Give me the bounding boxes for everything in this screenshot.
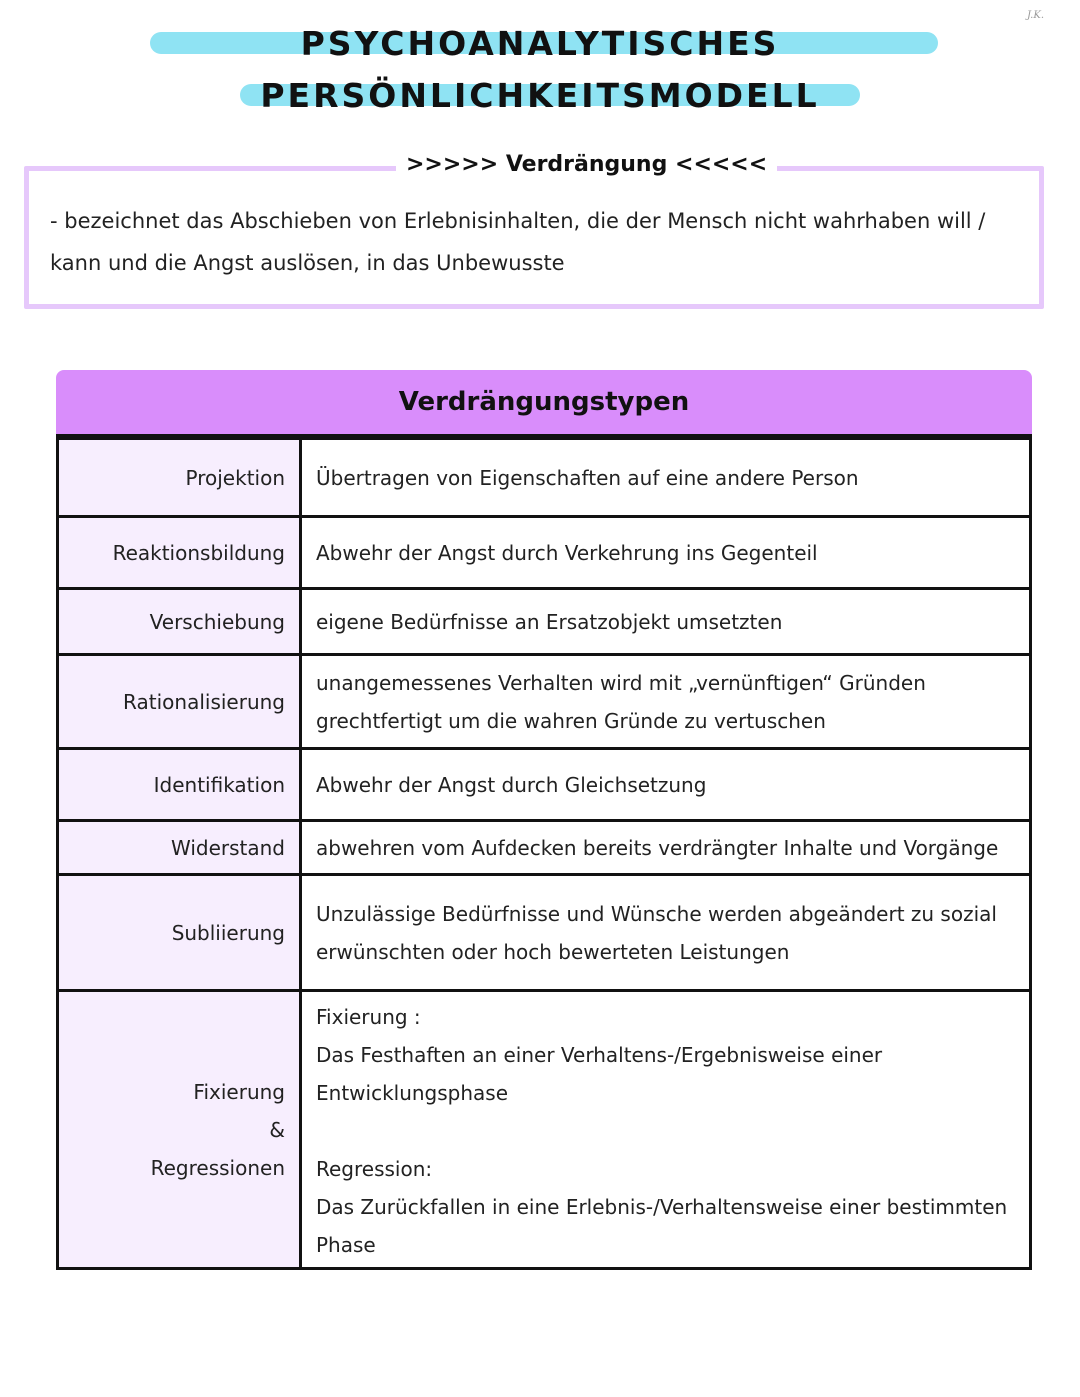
types-table [56,370,1032,1270]
table-row [58,655,1031,749]
term-cell: Projektion [58,439,301,517]
table-header-label: Verdrängungstypen [398,387,690,417]
desc-cell: Übertragen von Eigenschaften auf eine andere Person [301,439,1031,517]
author-initials: J.K. [1026,10,1044,21]
definition-heading: >>>>> Verdrängung <<<<< [396,152,777,177]
desc-cell: eigene Bedürfnisse an Ersatzobjekt umsetzten [301,589,1031,655]
desc-cell: Unzulässige Bedürfnisse und Wünsche werden abgeändert zu sozial erwünschten oder hoch bewerteten Leistungen [301,875,1031,991]
desc-cell: abwehren vom Aufdecken bereits verdrängter Inhalte und Vorgänge [301,821,1031,875]
fixierung-text: Das Festhaften an einer Verhaltens-/Ergebnisweise einer Entwicklungsphase [316,1043,883,1105]
term-cell: Verschiebung [58,589,301,655]
term-line: Fixierung [193,1079,285,1104]
term-cell: Reaktionsbildung [58,517,301,589]
desc-cell: Abwehr der Angst durch Gleichsetzung [301,749,1031,821]
spacer [316,1112,1015,1150]
table-header [56,370,1032,437]
term-cell: Rationalisierung [58,655,301,749]
regression-text: Das Zurückfallen in eine Erlebnis-/Verhaltensweise einer bestimmten Phase [316,1195,1008,1257]
desc-cell: unangemessenes Verhalten wird mit „vernünftigen“ Gründen grechtfertigt um die wahren Gründe zu vertuschen [301,655,1031,749]
term-cell: Identifikation [58,749,301,821]
table-row [58,991,1031,1269]
desc-cell-fixierung [301,991,1031,1269]
term-line: Regressionen [150,1155,285,1180]
regression-label: Regression: [316,1157,433,1181]
page-title-line-2: PERSÖNLICHKEITSMODELL [260,76,820,115]
table-row [58,749,1031,821]
term-cell: Widerstand [58,821,301,875]
table-row [58,517,1031,589]
table-row [58,875,1031,991]
fixierung-label: Fixierung : [316,1005,421,1029]
definition-text: - bezeichnet das Abschieben von Erlebnisinhalten, die der Mensch nicht wahrhaben will / kann und die Angst auslösen, in das Unbewusste [50,209,986,275]
table-row [58,589,1031,655]
term-line: & [269,1117,285,1142]
desc-cell: Abwehr der Angst durch Verkehrung ins Gegenteil [301,517,1031,589]
table-row [58,821,1031,875]
table-row [58,439,1031,517]
page-title-line-1: PSYCHOANALYTISCHES [300,24,780,63]
term-cell: Subliierung [58,875,301,991]
term-cell-fixierung [58,991,301,1269]
